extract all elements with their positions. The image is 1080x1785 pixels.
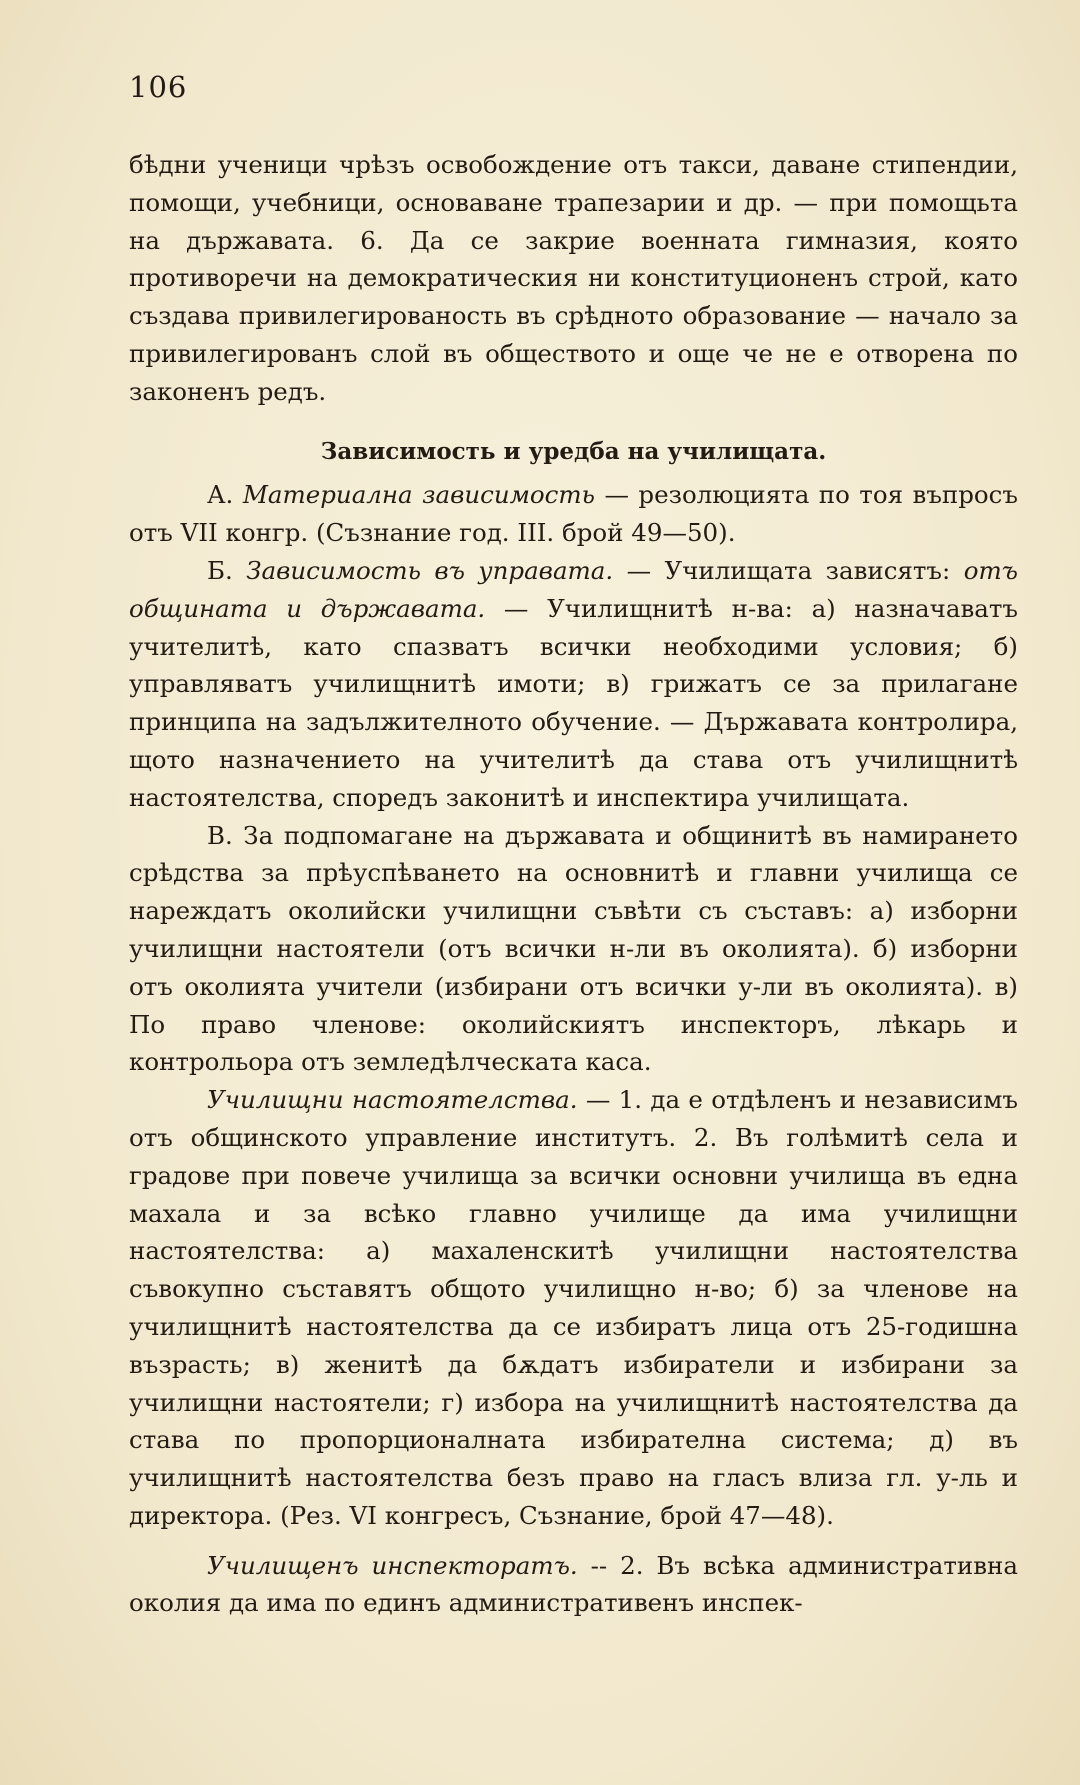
school-boards-body: — 1. да е отдѣленъ и независимъ отъ общинското управление институтъ. 2. Въ голѣмитѣ села и градове при повече училища за всички основни училища въ една махала и за всѣко главно училище да има училищни настоятелства: а) махаленскитѣ училищни настоятелства съвокупно съставятъ общото училищно н-во; б) за членове на училищнитѣ настоятелства да се избиратъ лица отъ 25-годишна възрасть; в) женитѣ да бѫдатъ избиратели и избирани за училищни настоятели; г) избора на училищнитѣ настоятелства да става по пропорционалната избирателна система; д) въ училищнитѣ настоятелства безъ право на гласъ влиза гл. у-ль и директора. (Рез. VI конгресъ, Съзнание, брой 47—48). <box>129 1085 1018 1530</box>
section-a-title: Материална зависимость <box>242 480 595 510</box>
section-a-label: А. <box>207 480 234 510</box>
paragraph-inspectorate <box>129 1547 1018 1623</box>
paragraph-section-v: В. За подпомагане на държавата и общинитѣ въ намирането срѣдства за прѣуспѣването на основнитѣ и главни училища се нареждатъ околийски училищни съвѣти съ съставъ: а) изборни училищни настоятели (отъ всички н-ли въ околията). б) изборни отъ околията учители (избирани отъ всички у-ли въ околията). в) По право членове: околийскиятъ инспекторъ, лѣкарь и контрольора отъ земледѣлческата каса. <box>129 820 1018 1077</box>
page-body <box>129 146 1018 1622</box>
section-b-body2: — Училищнитѣ н-ва: а) назначаватъ учителитѣ, като спазватъ всички необходими условия; б) управляватъ училищнитѣ имоти; в) грижатъ се за прилагане принципа на задължителното обучение. — Държавата контролира, щото назначението на учителитѣ да става отъ училищнитѣ настоятелства, споредъ законитѣ и инспектира училищата. <box>129 593 1018 812</box>
school-boards-title: Училищни настоятелства. <box>207 1085 578 1115</box>
inspectorate-title: Училищенъ инспекторатъ. <box>207 1550 578 1580</box>
paragraph-intro: бѣдни ученици чрѣзъ освобождение отъ такси, даване стипендии, помощи, учебници, основаване трапезарии и др. — при помощьта на държавата. 6. Да се закрие военната гимназия, която противоречи на демократическия ни конституционенъ строй, като създава привилегированость въ срѣдното образование — начало за привилегированъ слой въ обществото и още че не е отворена по законенъ редъ. <box>129 150 1018 406</box>
section-b-label: Б. <box>207 555 233 585</box>
paragraph-section-b <box>129 552 1018 817</box>
section-a-body: — резолюцията по тоя въпросъ отъ VII конгр. (Съзнание год. III. брой 49—50). <box>129 480 1018 548</box>
paragraph-school-boards <box>129 1081 1018 1535</box>
page-number: 106 <box>129 70 188 104</box>
section-heading: Зависимость и уредба на училищата. <box>320 437 827 465</box>
section-b-title: Зависимость въ управата. <box>246 555 614 585</box>
paragraph-section-a <box>129 476 1018 552</box>
section-b-body1: — Училищата зависятъ: <box>613 555 964 585</box>
inspectorate-body: -- 2. Въ всѣка административна околия да има по единъ административенъ инспек- <box>129 1550 1018 1618</box>
section-b-subtitle: отъ общината и държавата. <box>129 555 1018 623</box>
